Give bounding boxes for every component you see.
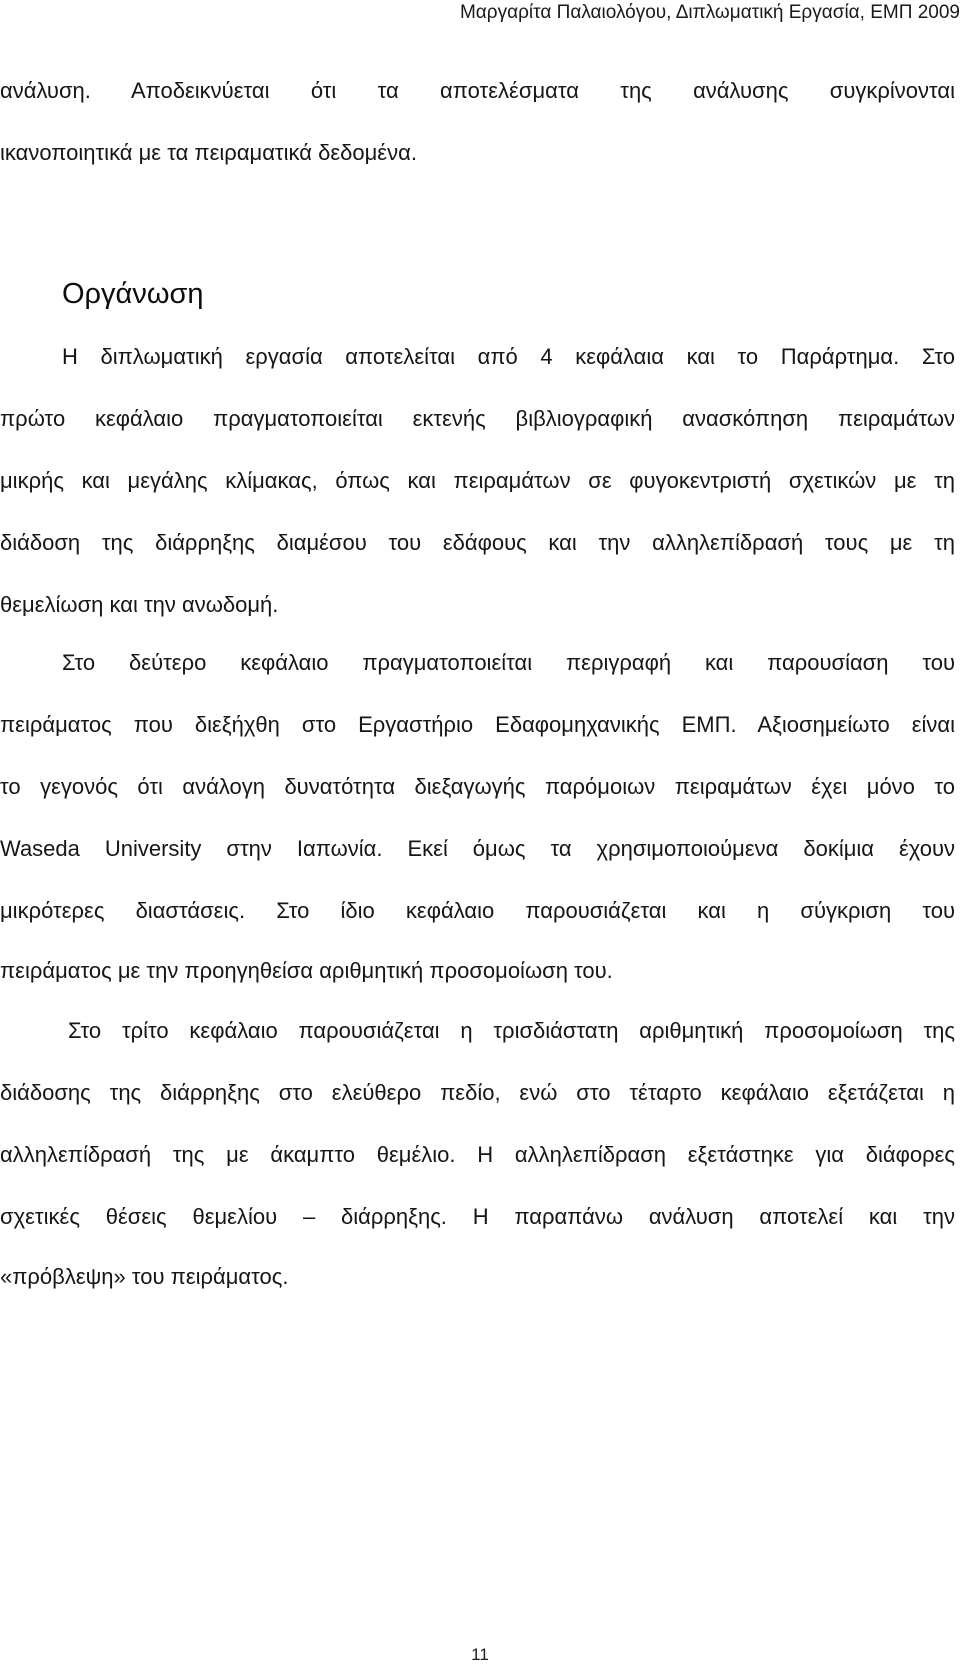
- paragraph-line: πειράματος με την προηγηθείσα αριθμητική προσομοίωση του.: [0, 958, 613, 983]
- running-header: Μαργαρίτα Παλαιολόγου, Διπλωματική Εργασία, ΕΜΠ 2009: [459, 2, 960, 23]
- paragraph-line: πρώτο κεφάλαιο πραγματοποιείται εκτενής βιβλιογραφική ανασκόπηση πειραμάτων: [0, 406, 955, 431]
- paragraph-line: Η διπλωματική εργασία αποτελείται από 4 κεφάλαια και το Παράρτημα. Στο: [62, 344, 955, 369]
- paragraph-line: σχετικές θέσεις θεμελίου – διάρρηξης. Η παραπάνω ανάλυση αποτελεί και την: [0, 1204, 955, 1229]
- page-number: 11: [471, 1645, 489, 1664]
- intro-line: ανάλυση. Αποδεικνύεται ότι τα αποτελέσματα της ανάλυσης συγκρίνονται: [0, 78, 955, 103]
- paragraph-line: το γεγονός ότι ανάλογη δυνατότητα διεξαγωγής παρόμοιων πειραμάτων έχει μόνο το: [0, 774, 955, 799]
- paragraph-line: διάδοση της διάρρηξης διαμέσου του εδάφους και την αλληλεπίδρασή τους με τη: [0, 530, 955, 555]
- paragraph-line: αλληλεπίδρασή της με άκαμπτο θεμέλιο. Η αλληλεπίδραση εξετάστηκε για διάφορες: [0, 1142, 955, 1167]
- paragraph-line: Στο δεύτερο κεφάλαιο πραγματοποιείται περιγραφή και παρουσίαση του: [62, 650, 955, 675]
- paragraph-line: «πρόβλεψη» του πειράματος.: [0, 1264, 289, 1289]
- intro-line: ικανοποιητικά με τα πειραματικά δεδομένα.: [0, 140, 417, 165]
- paragraph-line: μικρής και μεγάλης κλίμακας, όπως και πειραμάτων σε φυγοκεντριστή σχετικών με τη: [0, 468, 955, 493]
- paragraph-line: διάδοσης της διάρρηξης στο ελεύθερο πεδίο, ενώ στο τέταρτο κεφάλαιο εξετάζεται η: [0, 1080, 955, 1105]
- paragraph-line: Waseda University στην Ιαπωνία. Εκεί όμως τα χρησιμοποιούμενα δοκίμια έχουν: [0, 836, 955, 861]
- paragraph-line: θεμελίωση και την ανωδομή.: [0, 592, 279, 617]
- paragraph-line: μικρότερες διαστάσεις. Στο ίδιο κεφάλαιο παρουσιάζεται και η σύγκριση του: [0, 898, 955, 923]
- paragraph-line: πειράματος που διεξήχθη στο Εργαστήριο Εδαφομηχανικής ΕΜΠ. Αξιοσημείωτο είναι: [0, 712, 955, 737]
- section-heading: Οργάνωση: [62, 278, 204, 310]
- paragraph-line: Στο τρίτο κεφάλαιο παρουσιάζεται η τρισδιάστατη αριθμητική προσομοίωση της: [68, 1018, 955, 1043]
